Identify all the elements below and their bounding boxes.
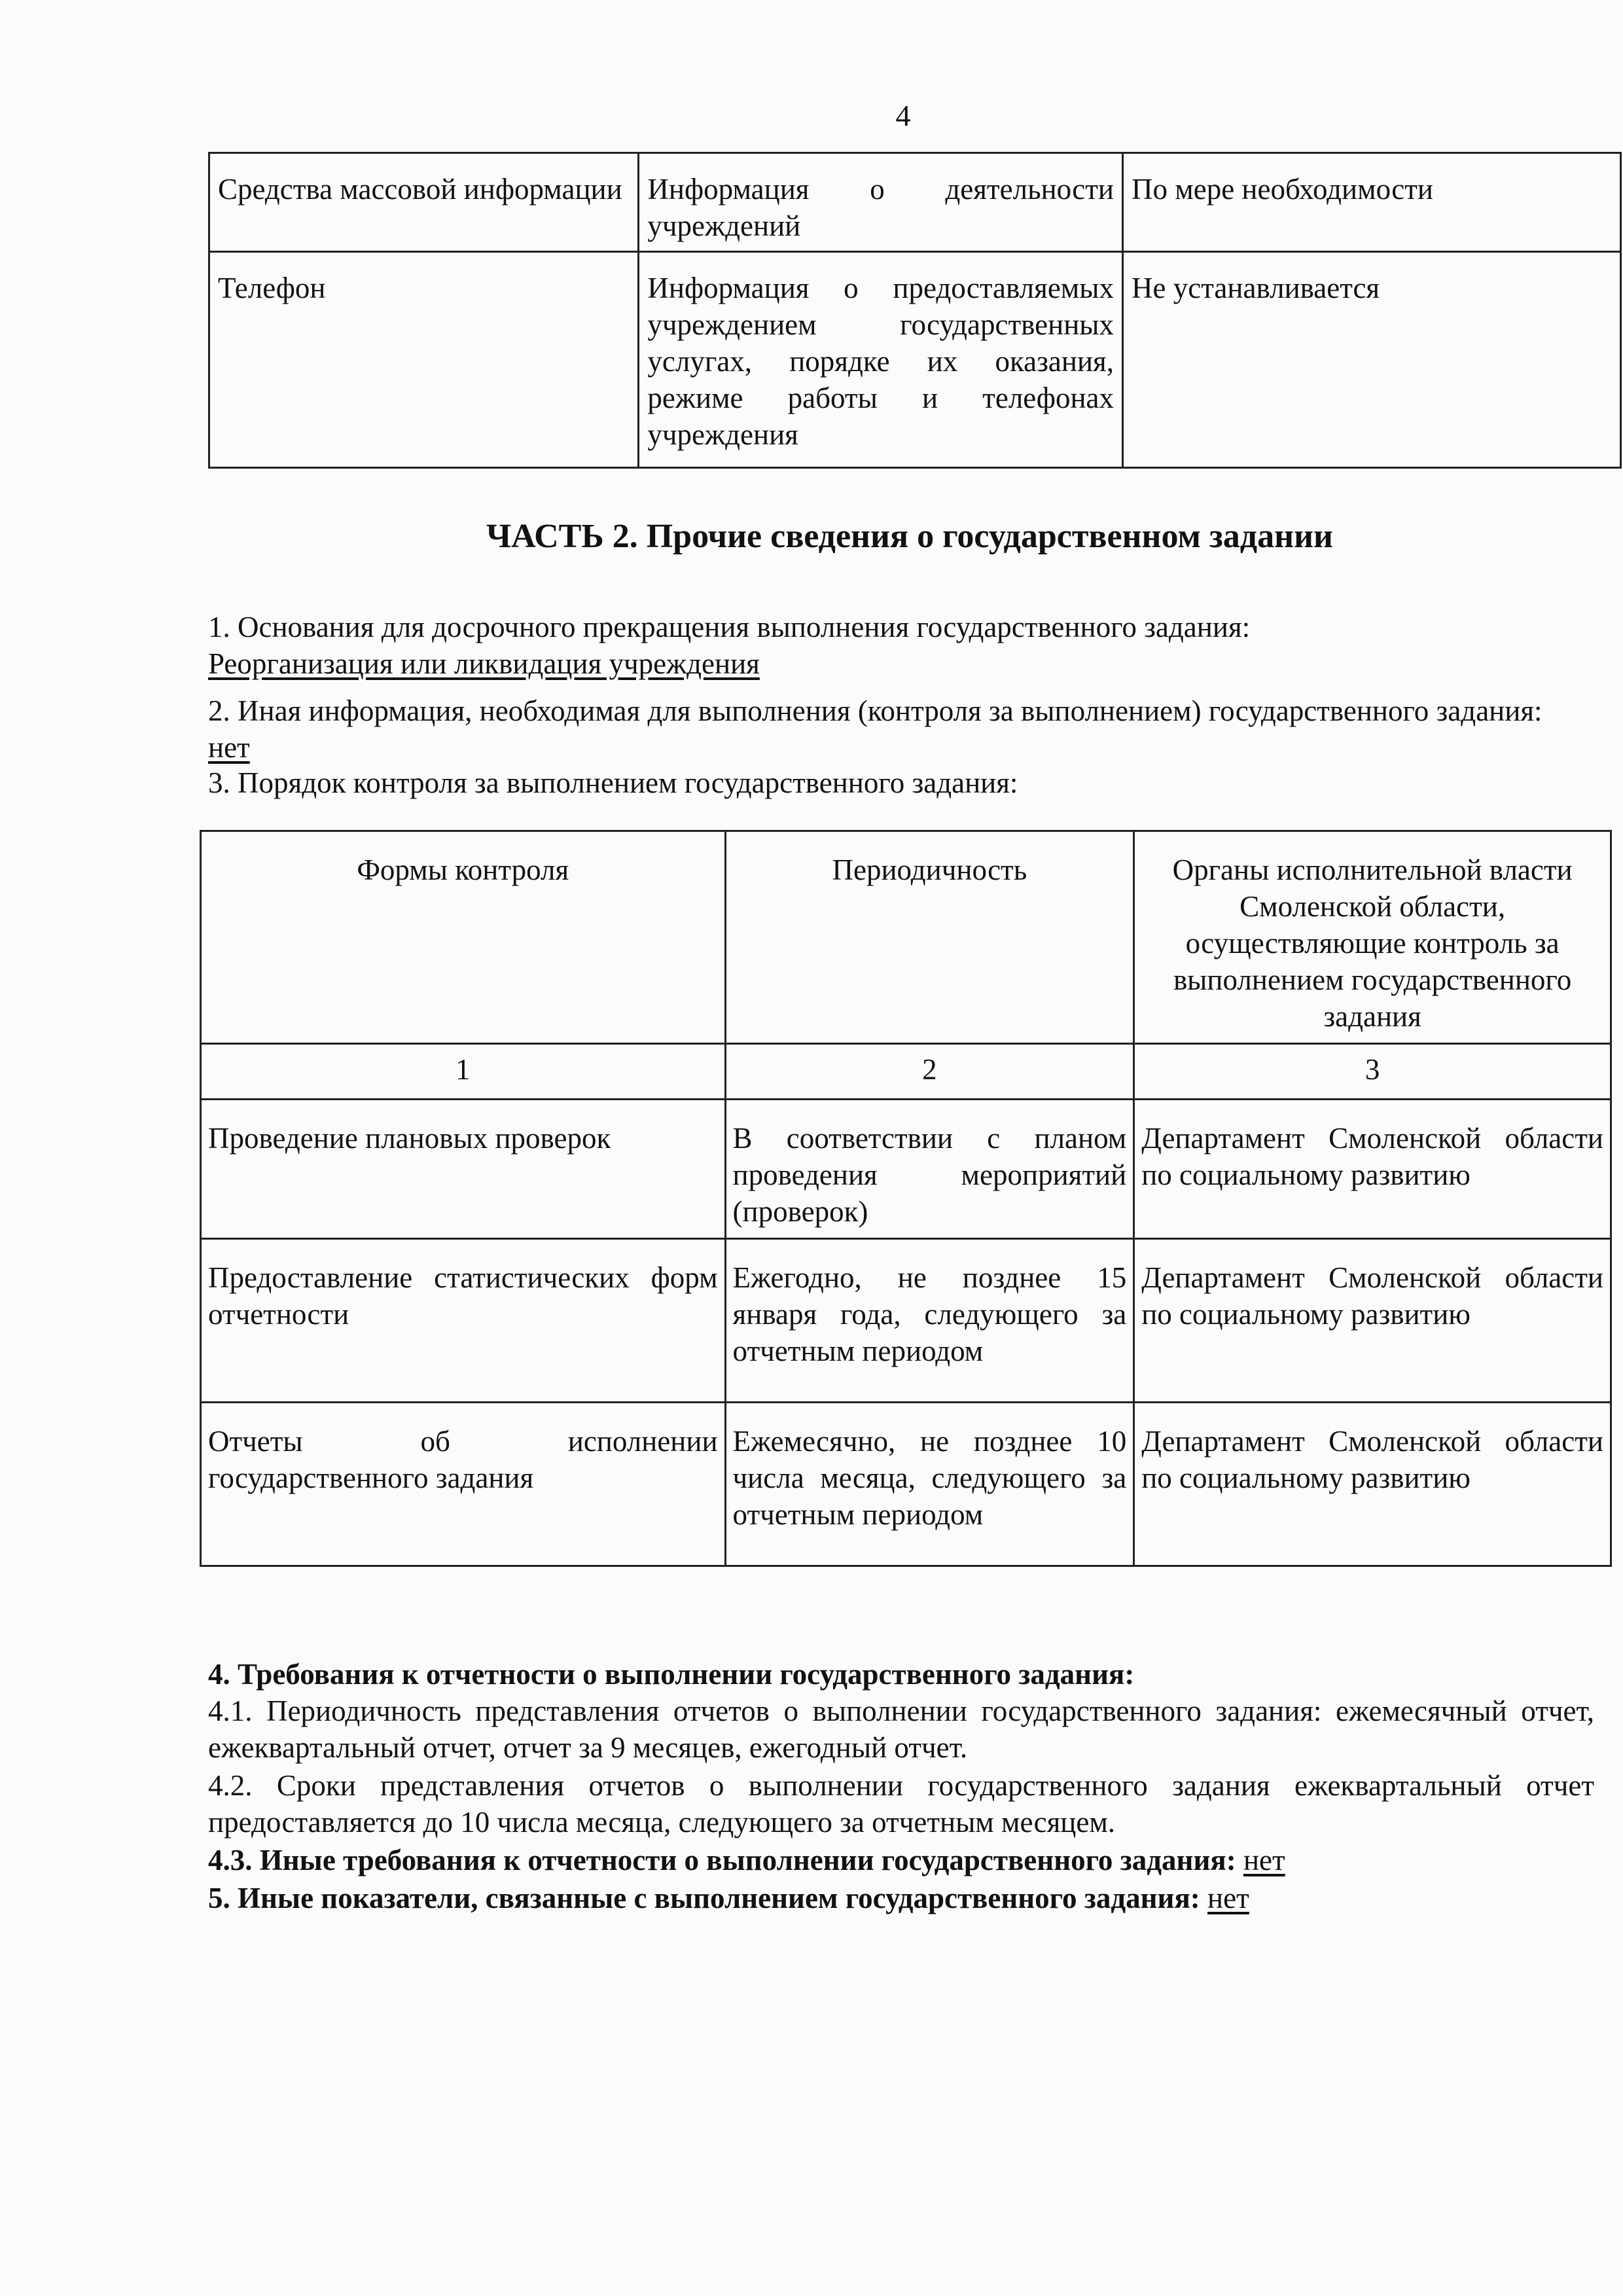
column-number: 2: [725, 1044, 1134, 1100]
paragraph-value: нет: [208, 731, 250, 764]
table-cell: По мере необходимости: [1123, 153, 1621, 252]
table-row: [201, 1239, 1611, 1403]
table-header-row: [201, 831, 1611, 1044]
table-cell: Информация о предоставляемых учреждением государственных услугах, порядке их оказания, режиме работы и телефонах учреждения: [639, 252, 1123, 468]
table-cell: Не устанавливается: [1123, 252, 1621, 468]
paragraph-text: 2. Иная информация, необходимая для выполнения (контроля за выполнением) государственного задания:: [208, 694, 1543, 727]
table-cell: Департамент Смоленской области по социальному развитию: [1134, 1239, 1611, 1403]
column-number: 1: [201, 1044, 726, 1100]
section4-paragraph-1: 4.1. Периодичность представления отчетов о выполнении государственного задания: ежемесячный отчет, ежеквартальный отчет, отчет за 9 месяцев, ежегодный отчет.: [208, 1695, 1594, 1764]
column-header: Органы исполнительной власти Смоленской области, осуществляющие контроль за выполнением государственного задания: [1134, 831, 1611, 1044]
table-cell: Отчеты об исполнении государственного задания: [201, 1403, 726, 1566]
paragraph-text: 1. Основания для досрочного прекращения выполнения государственного задания:: [208, 611, 1251, 643]
paragraph-label: 5. Иные показатели, связанные с выполнением государственного задания:: [208, 1882, 1200, 1914]
column-number-row: [201, 1044, 1611, 1100]
part2-heading: ЧАСТЬ 2. Прочие сведения о государственном задании: [486, 518, 1333, 555]
paragraph-value: нет: [1207, 1882, 1249, 1914]
table-cell: Средства массовой информации: [209, 153, 639, 252]
table-cell: В соответствии с планом проведения мероприятий (проверок): [725, 1100, 1134, 1239]
table-row: [201, 1403, 1611, 1566]
info-channels-table: [208, 152, 1622, 469]
paragraph-value: нет: [1243, 1844, 1285, 1876]
table-row: [209, 252, 1621, 468]
column-header: Формы контроля: [201, 831, 726, 1044]
section4-heading: 4. Требования к отчетности о выполнении государственного задания:: [208, 1658, 1135, 1691]
control-table: [200, 830, 1612, 1567]
column-header: Периодичность: [725, 831, 1134, 1044]
table-row: [201, 1100, 1611, 1239]
table-cell: Проведение плановых проверок: [201, 1100, 726, 1239]
section5-paragraph: [208, 1880, 1586, 1916]
table-cell: Департамент Смоленской области по социальному развитию: [1134, 1403, 1611, 1566]
table-cell: Информация о деятельности учреждений: [639, 153, 1123, 252]
table-cell: Предоставление статистических форм отчетности: [201, 1239, 726, 1403]
paragraph-label: 4.3. Иные требования к отчетности о выполнении государственного задания:: [208, 1844, 1236, 1876]
section4-paragraph-2: 4.2. Сроки представления отчетов о выполнении государственного задания ежеквартальный отчет предоставляется до 10 числа месяца, следующего за отчетным месяцем.: [208, 1769, 1594, 1839]
section4-paragraph-3: [208, 1842, 1586, 1878]
table-cell: Телефон: [209, 252, 639, 468]
page-number: 4: [895, 99, 911, 132]
part2-paragraph-3: 3. Порядок контроля за выполнением государственного задания:: [208, 766, 1018, 799]
table-row: [209, 153, 1621, 252]
table-cell: Ежегодно, не позднее 15 января года, следующего за отчетным периодом: [725, 1239, 1134, 1403]
paragraph-value: Реорганизация или ликвидация учреждения: [208, 647, 760, 680]
column-number: 3: [1134, 1044, 1611, 1100]
table-cell: Ежемесячно, не позднее 10 числа месяца, следующего за отчетным периодом: [725, 1403, 1134, 1566]
part2-paragraph-1: [208, 609, 1586, 682]
part2-paragraph-2: [208, 692, 1586, 766]
table-cell: Департамент Смоленской области по социальному развитию: [1134, 1100, 1611, 1239]
